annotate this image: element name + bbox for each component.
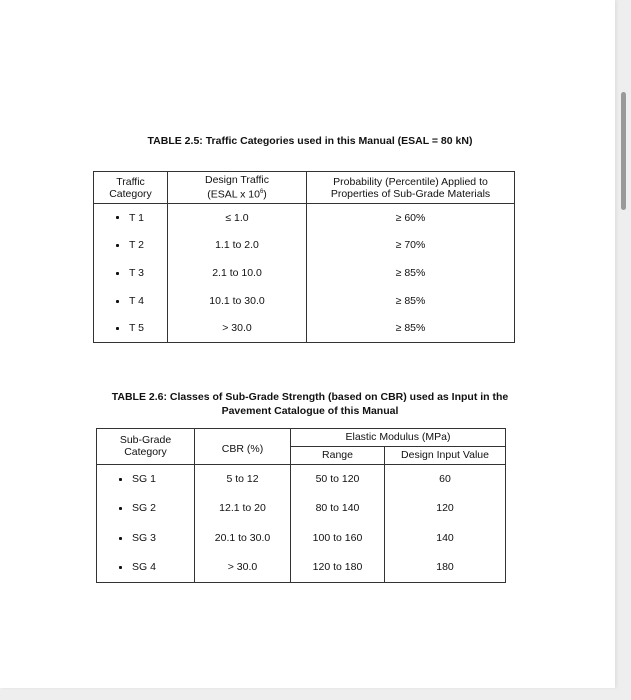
- table-row: [97, 464, 506, 494]
- subgrade-category-cell: SG 3: [97, 523, 195, 553]
- table-row: [97, 494, 506, 524]
- table-row: [94, 315, 515, 343]
- probability-cell: ≥ 85%: [307, 287, 515, 315]
- traffic-category-cell: T 3: [94, 259, 168, 287]
- cbr-cell: 20.1 to 30.0: [195, 523, 291, 553]
- subgrade-strength-table: [96, 428, 506, 583]
- probability-cell: ≥ 70%: [307, 231, 515, 259]
- table-row: [94, 259, 515, 287]
- subgrade-category-cell: SG 4: [97, 553, 195, 583]
- header-cbr: CBR (%): [195, 429, 291, 465]
- header-traffic-category: Traffic Category: [94, 172, 168, 204]
- bullet-icon: [116, 327, 119, 330]
- header-range: Range: [291, 446, 385, 464]
- design-traffic-cell: 1.1 to 2.0: [168, 231, 307, 259]
- design-input-cell: 140: [385, 523, 506, 553]
- cbr-cell: 12.1 to 20: [195, 494, 291, 524]
- bullet-icon: [119, 537, 122, 540]
- header-design-input-value: Design Input Value: [385, 446, 506, 464]
- bullet-icon: [119, 566, 122, 569]
- bullet-icon: [116, 272, 119, 275]
- design-input-cell: 60: [385, 464, 506, 494]
- table-2-6-caption-line2: Pavement Catalogue of this Manual: [221, 405, 399, 417]
- traffic-categories-table: [93, 171, 515, 343]
- traffic-category-cell: T 2: [94, 231, 168, 259]
- design-traffic-cell: > 30.0: [168, 315, 307, 343]
- probability-cell: ≥ 85%: [307, 315, 515, 343]
- design-input-cell: 180: [385, 553, 506, 583]
- bullet-icon: [119, 478, 122, 481]
- traffic-category-cell: T 1: [94, 204, 168, 232]
- header-elastic-modulus: Elastic Modulus (MPa): [291, 429, 506, 447]
- traffic-category-cell: T 4: [94, 287, 168, 315]
- header-subgrade-category: Sub-Grade Category: [97, 429, 195, 465]
- cbr-cell: 5 to 12: [195, 464, 291, 494]
- table-2-6-caption-line1: TABLE 2.6: Classes of Sub-Grade Strength (based on CBR) used as Input in the: [111, 391, 509, 403]
- design-traffic-cell: ≤ 1.0: [168, 204, 307, 232]
- design-traffic-cell: 2.1 to 10.0: [168, 259, 307, 287]
- scrollbar-thumb[interactable]: [621, 92, 626, 210]
- subgrade-category-cell: SG 2: [97, 494, 195, 524]
- design-traffic-cell: 10.1 to 30.0: [168, 287, 307, 315]
- range-cell: 80 to 140: [291, 494, 385, 524]
- cbr-cell: > 30.0: [195, 553, 291, 583]
- table-row: [94, 287, 515, 315]
- range-cell: 100 to 160: [291, 523, 385, 553]
- table-row: [97, 523, 506, 553]
- header-design-traffic: Design Traffic (ESAL x $10^6$): [168, 172, 307, 204]
- bullet-icon: [119, 507, 122, 510]
- bullet-icon: [116, 244, 119, 247]
- probability-cell: ≥ 60%: [307, 204, 515, 232]
- traffic-category-cell: T 5: [94, 315, 168, 343]
- design-input-cell: 120: [385, 494, 506, 524]
- table-2-6-caption: [60, 390, 560, 418]
- table-row: [97, 553, 506, 583]
- header-probability: Probability (Percentile) Applied to Properties of Sub-Grade Materials: [307, 172, 515, 204]
- bullet-icon: [116, 216, 119, 219]
- probability-cell: ≥ 85%: [307, 259, 515, 287]
- range-cell: 50 to 120: [291, 464, 385, 494]
- subgrade-category-cell: SG 1: [97, 464, 195, 494]
- table-row: [94, 204, 515, 232]
- table-row: [94, 231, 515, 259]
- range-cell: 120 to 180: [291, 553, 385, 583]
- bullet-icon: [116, 300, 119, 303]
- table-2-5-caption: TABLE 2.5: Traffic Categories used in this Manual (ESAL = 80 kN): [147, 135, 473, 147]
